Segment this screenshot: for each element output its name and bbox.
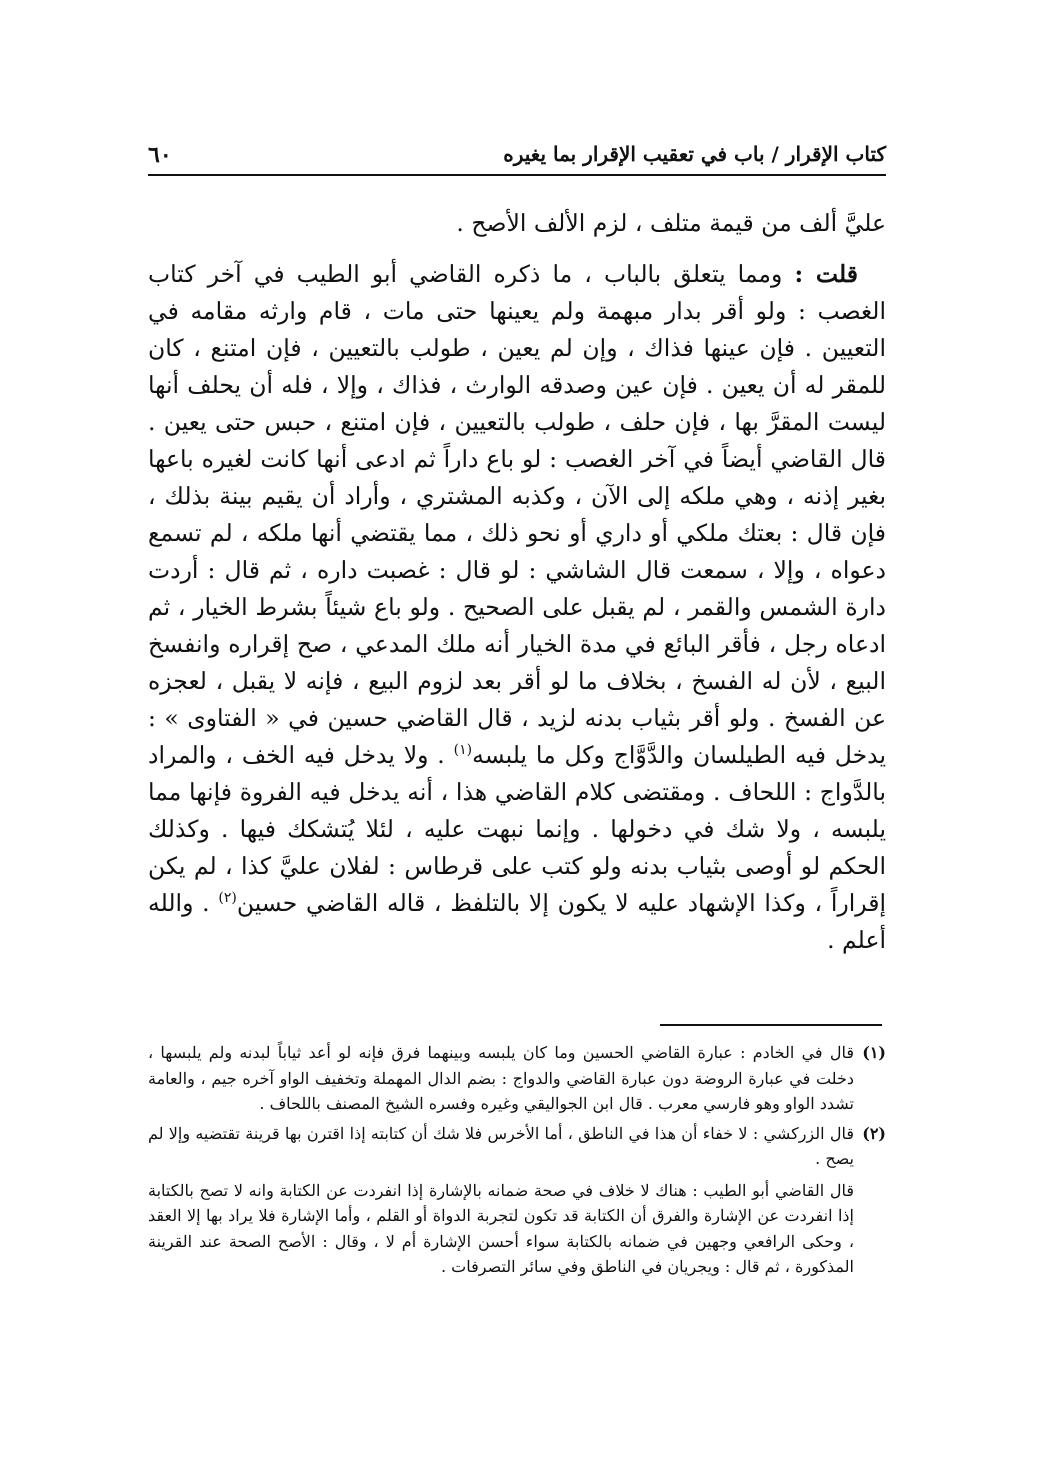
- footnote-number: (١): [862, 1043, 886, 1062]
- footnotes: [148, 1040, 886, 1284]
- footnote-text: قال القاضي أبو الطيب : هناك لا خلاف في صحة ضمانه بالإشارة إذا انفردت عن الكتابة وانه لا تصح بالكتابة إذا انفردت عن الإشارة والفرق أن الكتابة قد تكون لتجربة الدواة أو القلم ، وأما الإشارة فلا يراد بها إلا العقد ، وحكى الرافعي وجهين في ضمانه بالكتابة سواء أحسن الإشارة أم لا ، وقال : الأصح الصحة عند القرينة المذكورة ، ثم قال : ويجريان في الناطق وفي سائر التصرفات .: [148, 1180, 855, 1276]
- footnote-2: [148, 1121, 886, 1280]
- footnote-1: [148, 1040, 886, 1117]
- qult-label: قلت :: [794, 260, 858, 288]
- page-number: ٦٠: [148, 142, 172, 168]
- running-header: [148, 140, 886, 176]
- footnote-ref-2[interactable]: (٢): [218, 890, 237, 907]
- opening-line: عليَّ ألف من قيمة متلف ، لزم الألف الأصح .: [456, 209, 886, 237]
- running-title: كتاب الإقرار / باب في تعقيب الإقرار بما يغيره: [503, 142, 886, 166]
- body-text-part-2: . ولا يدخل فيه الخف ، والمراد بالدَّواج : اللحاف . ومقتضى كلام القاضي هذا ، أنه يدخل فيه الفروة فإنها مما يلبسه ، ولا شك في دخولها . وإنما نبهت عليه ، لئلا يُتشكك فيها . وكذلك الحكم لو أوصى بثياب بدنه ولو كتب على قرطاس : لفلان عليَّ كذا ، لم يكن إقراراً ، وكذا الإشهاد عليه لا يكون إلا بالتلفظ ، قاله القاضي حسين: [148, 741, 886, 917]
- body-paragraph: [148, 256, 886, 959]
- footnote-ref-1[interactable]: (١): [453, 742, 473, 759]
- body-text-part-1: ومما يتعلق بالباب ، ما ذكره القاضي أبو الطيب في آخر كتاب الغصب : ولو أقر بدار مبهمة ولم يعينها حتى مات ، قام وارثه مقامه في التعيين . فإن عينها فذاك ، وإن لم يعين ، طولب بالتعيين ، فإن امتنع ، كان للمقر له أن يعين . فإن عين وصدقه الوارث ، فذاك ، وإلا ، فله أن يحلف أنها ليست المقرَّ بها ، فإن حلف ، طولب بالتعيين ، فإن امتنع ، حبس حتى يعين . قال القاضي أيضاً في آخر الغصب : لو باع داراً ثم ادعى أنها كانت لغيره باعها بغير إذنه ، وهي ملكه إلى الآن ، وكذبه المشتري ، وأراد أن يقيم بينة بذلك ، فإن قال : بعتك ملكي أو داري أو نحو ذلك ، مما يقتضي أنها ملكه ، لم تسمع دعواه ، وإلا ، سمعت قال الشاشي : لو قال : غصبت داره ، ثم قال : أردت دارة الشمس والقمر ، لم يقبل على الصحيح . ولو باع شيئاً بشرط الخيار ، ثم ادعاه رجل ، فأقر البائع في مدة الخيار أنه ملك المدعي ، صح إقراره وانفسخ البيع ، لأن له الفسخ ، بخلاف ما لو أقر بعد لزوم البيع ، فإنه لا يقبل ، لعجزه عن الفسخ . ولو أقر بثياب بدنه لزيد ، قال القاضي حسين في « الفتاوى » : يدخل فيه الطيلسان والدَّوَّاج وكل ما يلبسه: [148, 260, 886, 769]
- footnote-text: قال الزركشي : لا خفاء أن هذا في الناطق ، أما الأخرس فلا شك أن كتابته إذا اقترن بها قرينة تقتضيه وإلا لم يصح .: [148, 1123, 854, 1168]
- footnote-separator: [660, 1024, 882, 1026]
- main-text: [148, 205, 886, 959]
- body-text-part-3: . والله أعلم .: [148, 889, 886, 954]
- footnote-number: (٢): [862, 1123, 886, 1143]
- footnote-text: قال في الخادم : عبارة القاضي الحسين وما كان يلبسه وبينهما فرق فإنه لو أعد ثياباً لبدنه ولم يلبسها ، دخلت في عبارة الروضة دون عبارة القاضي والدواج : بضم الدال المهملة وتخفيف الواو آخره جيم ، والعامة تشدد الواو وهو فارسي معرب . قال ابن الجواليقي وغيره وفسره الشيخ المصنف باللحاف .: [148, 1043, 854, 1113]
